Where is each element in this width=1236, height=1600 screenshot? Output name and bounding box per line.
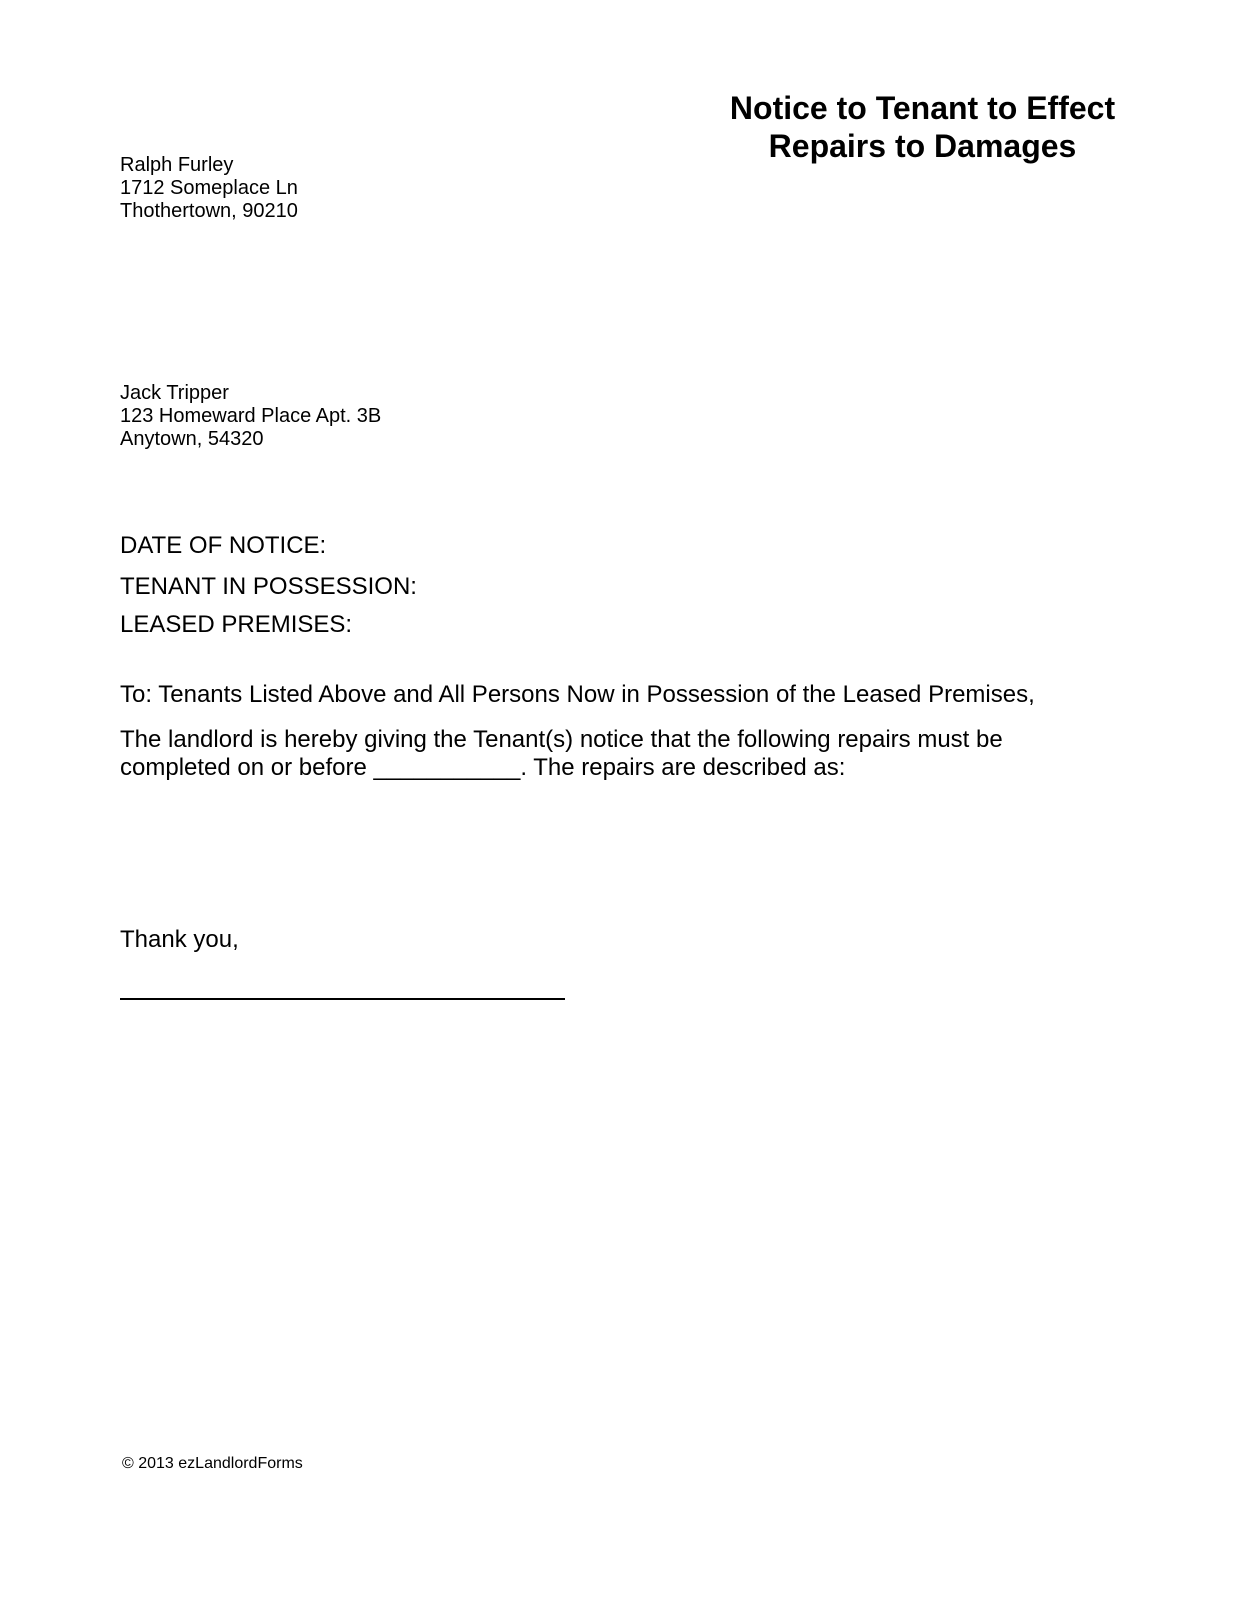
title-line-2: Repairs to Damages bbox=[768, 128, 1077, 164]
recipient-street: 123 Homeward Place Apt. 3B bbox=[120, 405, 382, 427]
sender-address bbox=[120, 154, 298, 223]
notice-paragraph-line-2: completed on or before ___________. The repairs are described as: bbox=[120, 754, 846, 781]
salutation: To: Tenants Listed Above and All Persons Now in Possession of the Leased Premises, bbox=[120, 681, 1035, 708]
sender-name: Ralph Furley bbox=[120, 154, 234, 176]
copyright-footer: © 2013 ezLandlordForms bbox=[122, 1455, 303, 1472]
notice-paragraph-line-1: The landlord is hereby giving the Tenant(s) notice that the following repairs must be bbox=[120, 726, 1003, 753]
title-line-1: Notice to Tenant to Effect bbox=[729, 90, 1116, 126]
recipient-city-zip: Anytown, 54320 bbox=[120, 428, 264, 450]
notice-paragraph bbox=[120, 726, 1003, 782]
sender-street: 1712 Someplace Ln bbox=[120, 177, 298, 199]
leased-premises-label: LEASED PREMISES: bbox=[120, 611, 353, 638]
recipient-name: Jack Tripper bbox=[120, 382, 229, 404]
tenant-in-possession-label: TENANT IN POSSESSION: bbox=[120, 573, 417, 600]
signature-line bbox=[120, 998, 565, 1000]
recipient-address bbox=[120, 382, 381, 451]
closing: Thank you, bbox=[120, 926, 239, 953]
date-of-notice-label: DATE OF NOTICE: bbox=[120, 532, 327, 559]
document-title bbox=[725, 89, 1120, 165]
sender-city-zip: Thothertown, 90210 bbox=[120, 200, 298, 222]
